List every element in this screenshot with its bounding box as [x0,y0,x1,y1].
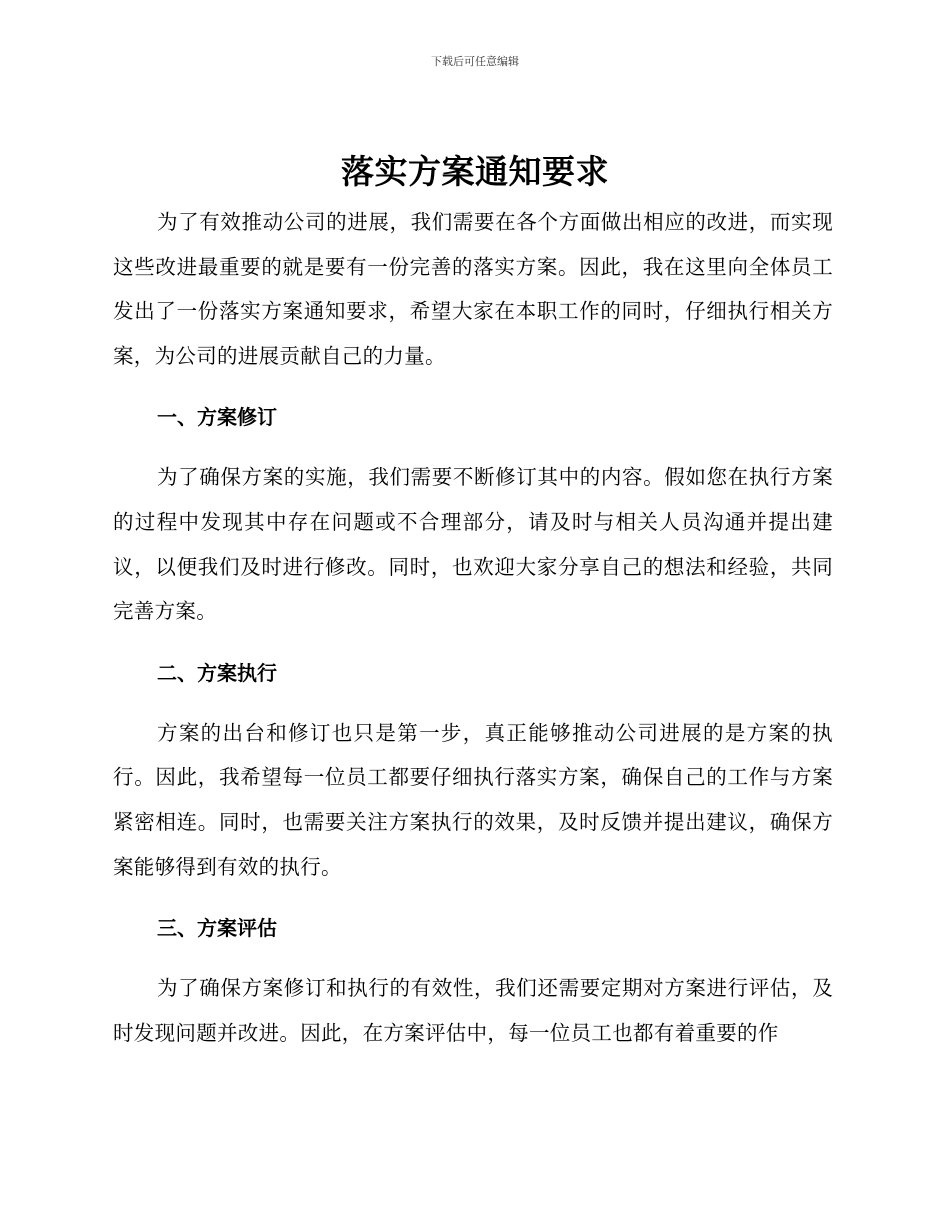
section-paragraph-execution: 方案的出台和修订也只是第一步，真正能够推动公司进展的是方案的执行。因此，我希望每一位员工都要仔细执行落实方案，确保自己的工作与方案紧密相连。同时，也需要关注方案执行的效果，及时反馈并提出建议，确保方案能够得到有效的执行。 [113,720,833,879]
section-heading-revision: 一、方案修订 [157,405,277,430]
document-title: 落实方案通知要求 [341,152,609,191]
section-heading-execution: 二、方案执行 [157,660,277,685]
intro-paragraph: 为了有效推动公司的进展，我们需要在各个方面做出相应的改进，而实现这些改进最重要的就是要有一份完善的落实方案。因此，我在这里向全体员工发出了一份落实方案通知要求，希望大家在本职工作的同时，仔细执行相关方案，为公司的进展贡献自己的力量。 [113,210,833,368]
section-paragraph-revision: 为了确保方案的实施，我们需要不断修订其中的内容。假如您在执行方案的过程中发现其中存在问题或不合理部分，请及时与相关人员沟通并提出建议，以便我们及时进行修改。同时，也欢迎大家分享自己的想法和经验，共同完善方案。 [113,465,833,624]
section-heading-evaluation: 三、方案评估 [157,916,277,941]
section-paragraph-evaluation: 为了确保方案修订和执行的有效性，我们还需要定期对方案进行评估，及时发现问题并改进。因此，在方案评估中，每一位员工也都有着重要的作 [113,976,833,1045]
header-note: 下载后可任意编辑 [431,55,519,68]
document-body [113,200,833,1055]
